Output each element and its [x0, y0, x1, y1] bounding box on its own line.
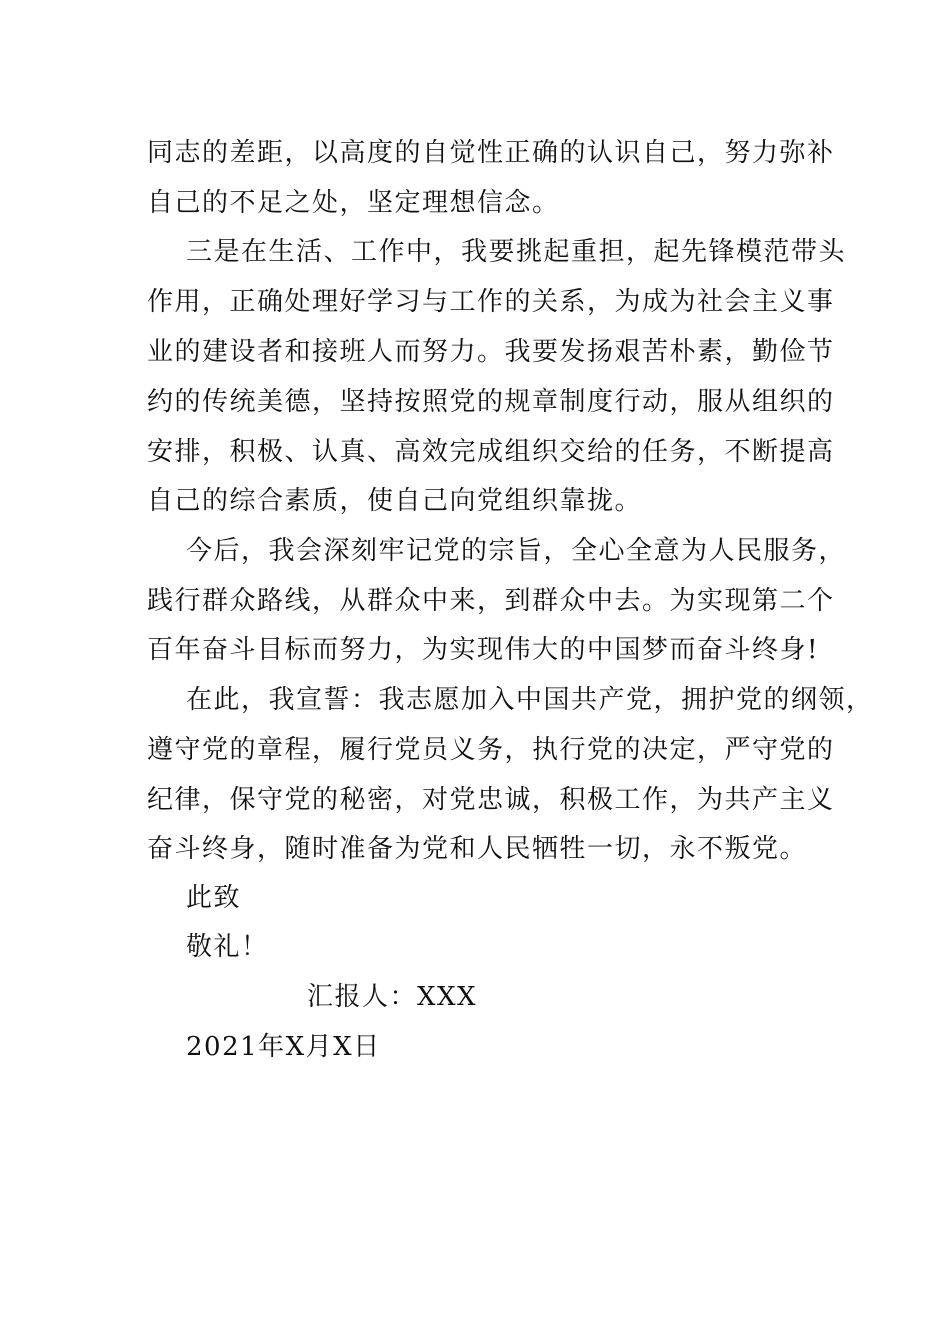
body-text-line: 自己的不足之处，坚定理想信念。 — [147, 188, 560, 218]
body-text-line: 在此，我宣誓：我志愿加入中国共产党，拥护党的纲领， — [186, 685, 874, 715]
report-date: 2021年X月X日 — [186, 1032, 381, 1062]
body-text-line: 今后，我会深刻牢记党的宗旨，全心全意为人民服务， — [186, 536, 847, 566]
body-text-line: 纪律，保守党的秘密，对党忠诚，积极工作，为共产主义 — [147, 785, 835, 815]
body-text-line: 百年奋斗目标而努力，为实现伟大的中国梦而奋斗终身! — [147, 635, 819, 665]
body-text-line: 业的建设者和接班人而努力。我要发扬艰苦朴素，勤俭节 — [147, 337, 835, 367]
closing-text: 此致 — [186, 883, 242, 913]
reporter-signature: 汇报人：XXX — [307, 982, 478, 1012]
body-text-line: 同志的差距，以高度的自觉性正确的认识自己，努力弥补 — [147, 138, 835, 168]
body-text-line: 安排，积极、认真、高效完成组织交给的任务，不断提高 — [147, 437, 835, 467]
body-text-line: 三是在生活、工作中，我要挑起重担，起先锋模范带头 — [186, 237, 847, 267]
body-text-line: 约的传统美德，坚持按照党的规章制度行动，服从组织的 — [147, 387, 835, 417]
body-text-line: 奋斗终身，随时准备为党和人民牺牲一切，永不叛党。 — [147, 834, 808, 864]
salutation-text: 敬礼！ — [186, 932, 269, 962]
body-text-line: 遵守党的章程，履行党员义务，执行党的决定，严守党的 — [147, 735, 835, 765]
body-text-line: 自己的综合素质，使自己向党组织靠拢。 — [147, 486, 643, 516]
body-text-line: 作用，正确处理好学习与工作的关系，为成为社会主义事 — [147, 287, 835, 317]
body-text-line: 践行群众路线，从群众中来，到群众中去。为实现第二个 — [147, 586, 835, 616]
